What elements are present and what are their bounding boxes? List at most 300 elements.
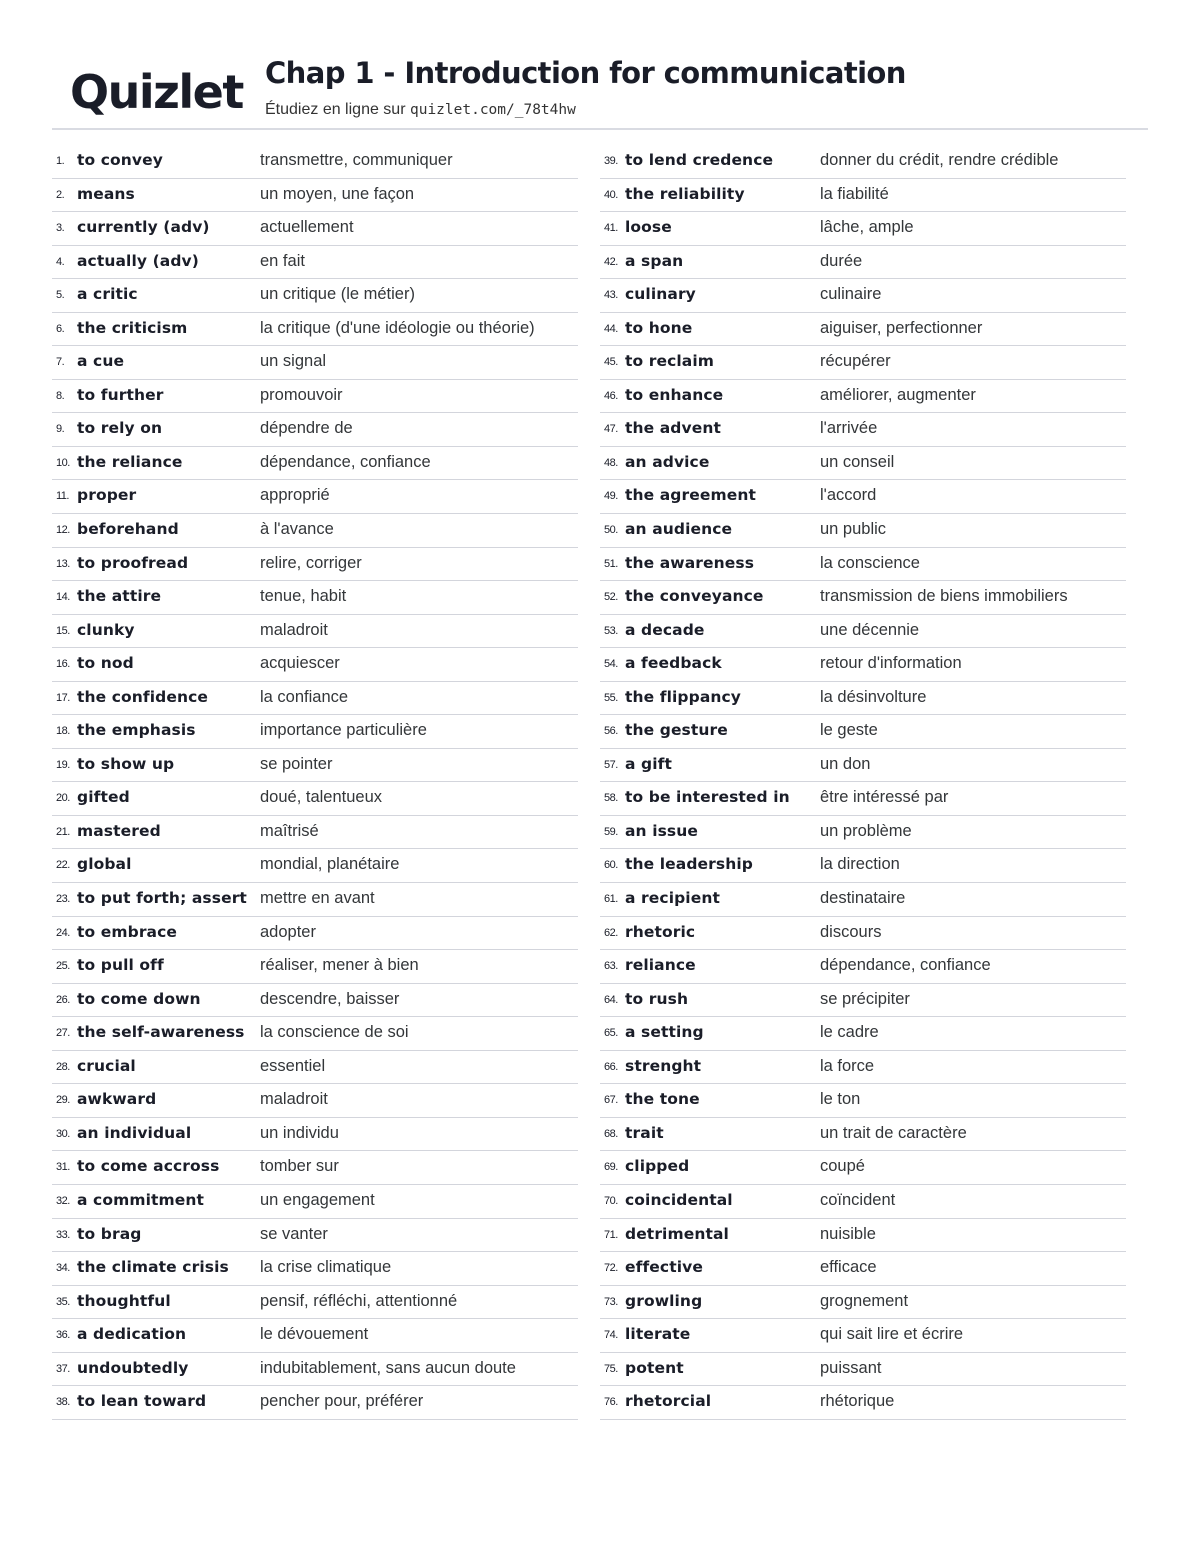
definition-text: discours [820,922,882,941]
term-row [600,346,1126,380]
term-text: the flippancy [625,687,741,706]
term-number: 22. [56,859,70,872]
term-row [52,514,578,548]
term-number: 73. [604,1295,618,1308]
term-row [52,480,578,514]
term-row [600,581,1126,615]
definition-text: tomber sur [260,1157,339,1176]
term-text: clunky [77,620,135,639]
quizlet-logo: Quizlet [70,65,243,119]
term-row [600,1151,1126,1185]
term-number: 9. [56,423,65,436]
term-number: 7. [56,356,65,369]
term-number: 56. [604,725,618,738]
term-number: 23. [56,893,70,906]
definition-text: la désinvolture [820,687,927,706]
term-number: 20. [56,792,70,805]
definition-text: rhétorique [820,1392,895,1411]
definition-text: à l'avance [260,520,334,539]
term-row [52,246,578,280]
definition-text: donner du crédit, rendre crédible [820,151,1059,169]
term-text: awkward [77,1090,157,1109]
term-text: to nod [77,654,134,673]
definition-text: la force [820,1056,875,1075]
term-text: a recipient [625,889,720,908]
definition-text: maladroit [260,1090,328,1109]
term-text: to brag [77,1224,142,1243]
subtitle-prefix: Étudiez en ligne sur [265,101,410,118]
term-row [52,279,578,313]
term-number: 49. [604,490,618,503]
term-number: 34. [56,1262,70,1275]
term-text: coincidental [625,1190,733,1209]
term-number: 27. [56,1027,70,1040]
term-text: literate [625,1325,691,1344]
term-number: 69. [604,1161,618,1174]
term-row [600,816,1126,850]
term-row [600,883,1126,917]
term-number: 40. [604,188,618,201]
term-number: 1. [56,155,65,167]
term-row [52,648,578,682]
term-text: proper [77,486,137,505]
term-text: to rush [625,989,689,1008]
definition-text: se pointer [260,754,333,773]
term-text: the agreement [625,486,756,505]
term-number: 67. [604,1094,618,1107]
term-row [52,413,578,447]
definition-text: un signal [260,352,327,371]
term-text: effective [625,1258,703,1277]
term-row [600,447,1126,481]
term-number: 53. [604,624,618,637]
term-number: 47. [604,423,618,436]
term-row [600,313,1126,347]
term-text: to convey [77,151,163,169]
term-number: 26. [56,993,70,1006]
definition-text: un public [820,520,887,539]
term-text: culinary [625,285,696,304]
term-number: 2. [56,188,65,201]
term-text: clipped [625,1157,690,1176]
term-row [600,615,1126,649]
definition-text: une décennie [820,620,920,639]
term-number: 19. [56,758,70,771]
term-text: a dedication [77,1325,187,1344]
definition-text: destinataire [820,889,906,908]
definition-text: un individu [260,1123,339,1142]
term-row [600,380,1126,414]
term-text: to come down [77,989,201,1008]
term-text: detrimental [625,1224,729,1243]
term-number: 65. [604,1027,618,1040]
term-row [52,1017,578,1051]
term-row [52,816,578,850]
term-row [52,715,578,749]
term-row [52,1353,578,1387]
term-number: 15. [56,624,70,637]
term-number: 12. [56,524,70,537]
page-title: Chap 1 - Introduction for communication [265,56,906,90]
term-number: 70. [604,1194,618,1207]
term-text: the attire [77,587,162,606]
term-text: an advice [625,452,710,471]
definition-text: se précipiter [820,989,910,1008]
term-row [600,1185,1126,1219]
definition-text: tenue, habit [260,587,347,606]
term-row [600,950,1126,984]
definition-text: lâche, ample [820,218,914,237]
term-text: to lend credence [625,151,774,169]
term-number: 37. [56,1362,70,1375]
definition-text: réaliser, mener à bien [260,956,419,975]
term-row [600,1118,1126,1152]
term-text: to hone [625,318,693,337]
term-row [52,447,578,481]
term-text: a commitment [77,1190,205,1209]
definition-text: nuisible [820,1224,876,1243]
definition-text: la direction [820,855,900,874]
term-text: the emphasis [77,721,196,740]
term-text: rhetoric [625,922,696,941]
term-number: 4. [56,255,65,268]
term-row [52,1386,578,1420]
definition-text: l'accord [820,486,877,505]
term-row [52,950,578,984]
definition-text: la conscience [820,553,920,572]
definition-text: transmettre, communiquer [260,151,453,169]
term-number: 55. [604,691,618,704]
definition-text: dépendance, confiance [260,452,431,471]
term-number: 62. [604,926,618,939]
definition-text: la crise climatique [260,1258,392,1277]
term-number: 45. [604,356,618,369]
term-number: 30. [56,1127,70,1140]
term-text: the conveyance [625,587,764,606]
term-text: strenght [625,1056,702,1075]
term-text: to further [77,385,164,404]
term-number: 42. [604,255,618,268]
definition-text: le geste [820,721,878,740]
term-row [52,615,578,649]
definition-text: aiguiser, perfectionner [820,318,983,337]
term-text: an individual [77,1123,192,1142]
term-text: to be interested in [625,788,790,807]
term-text: the leadership [625,855,753,874]
term-number: 5. [56,289,65,302]
term-text: to show up [77,754,175,773]
term-row [600,917,1126,951]
definition-text: transmission de biens immobiliers [820,587,1068,606]
definition-text: la confiance [260,687,349,706]
term-row [600,1353,1126,1387]
term-row [52,917,578,951]
term-text: growling [625,1291,703,1310]
term-row [52,380,578,414]
term-row [52,984,578,1018]
definition-text: essentiel [260,1056,326,1075]
definition-text: récupérer [820,352,891,371]
definition-text: en fait [260,251,305,270]
term-row [600,1386,1126,1420]
term-number: 24. [56,926,70,939]
term-row [600,648,1126,682]
term-row [52,682,578,716]
term-number: 59. [604,825,618,838]
term-row [52,1219,578,1253]
term-number: 38. [56,1396,70,1409]
term-number: 31. [56,1161,70,1174]
term-row [600,212,1126,246]
term-row [600,1286,1126,1320]
term-row [52,313,578,347]
term-number: 75. [604,1362,618,1375]
term-text: to lean toward [77,1392,207,1411]
term-row [600,849,1126,883]
term-number: 58. [604,792,618,805]
term-row [52,1051,578,1085]
definition-text: un problème [820,821,912,840]
term-text: a decade [625,620,705,639]
term-number: 44. [604,322,618,335]
term-text: to reclaim [625,352,715,371]
term-number: 41. [604,222,618,235]
definition-text: adopter [260,922,316,941]
definition-text: un moyen, une façon [260,184,415,203]
term-text: the criticism [77,318,188,337]
definition-text: descendre, baisser [260,989,400,1008]
term-text: gifted [77,788,130,807]
term-text: thoughtful [77,1291,171,1310]
term-list-left [52,145,578,1420]
definition-text: acquiescer [260,654,340,673]
term-number: 8. [56,389,65,402]
definition-text: mettre en avant [260,889,375,908]
header-divider [52,128,1148,130]
term-text: a setting [625,1023,704,1042]
term-text: to proofread [77,553,189,572]
term-row [600,179,1126,213]
term-number: 35. [56,1295,70,1308]
term-number: 39. [604,155,618,167]
study-link[interactable]: quizlet.com/_78t4hw [409,102,576,118]
term-text: a feedback [625,654,722,673]
term-text: a gift [625,754,673,773]
definition-text: maladroit [260,620,328,639]
term-number: 32. [56,1194,70,1207]
term-number: 25. [56,960,70,973]
term-text: potent [625,1358,684,1377]
term-row [600,984,1126,1018]
definition-text: approprié [260,486,330,505]
definition-text: un critique (le métier) [260,285,415,304]
term-row [52,1185,578,1219]
term-number: 57. [604,758,618,771]
term-number: 66. [604,1060,618,1073]
term-number: 61. [604,893,618,906]
term-text: trait [625,1123,664,1142]
definition-text: se vanter [260,1224,328,1243]
term-text: to enhance [625,385,724,404]
term-number: 46. [604,389,618,402]
term-text: reliance [625,956,696,975]
term-text: the tone [625,1090,700,1109]
term-row [52,1151,578,1185]
term-row [600,782,1126,816]
term-row [600,548,1126,582]
term-number: 18. [56,725,70,738]
term-text: a span [625,251,684,270]
term-number: 48. [604,456,618,469]
definition-text: qui sait lire et écrire [820,1325,964,1344]
term-row [600,480,1126,514]
definition-text: doué, talentueux [260,788,383,807]
term-number: 74. [604,1329,618,1342]
term-number: 63. [604,960,618,973]
term-text: undoubtedly [77,1358,189,1377]
term-row [52,212,578,246]
term-text: to come accross [77,1157,220,1176]
term-row [52,1084,578,1118]
definition-text: durée [820,251,863,270]
term-text: the climate crisis [77,1258,229,1277]
page-subtitle [265,101,576,119]
definition-text: un don [820,754,871,773]
definition-text: dépendre de [260,419,353,438]
term-row [52,1252,578,1286]
term-row [52,581,578,615]
term-row [600,1017,1126,1051]
definition-text: un conseil [820,452,895,471]
term-text: a cue [77,352,125,371]
term-number: 14. [56,591,70,604]
term-text: means [77,184,135,203]
definition-text: un engagement [260,1190,375,1209]
term-text: to rely on [77,419,163,438]
definition-text: la critique (d'une idéologie ou théorie) [260,318,535,337]
definition-text: retour d'information [820,654,962,673]
term-row [600,413,1126,447]
term-number: 72. [604,1262,618,1275]
definition-text: relire, corriger [260,553,362,572]
term-row [600,1219,1126,1253]
term-number: 16. [56,658,70,671]
term-row [600,279,1126,313]
term-number: 60. [604,859,618,872]
term-number: 28. [56,1060,70,1073]
definition-text: grognement [820,1291,909,1310]
definition-text: dépendance, confiance [820,956,991,975]
term-text: a critic [77,285,138,304]
definition-text: la conscience de soi [260,1023,409,1042]
term-row [52,749,578,783]
term-row [52,782,578,816]
definition-text: puissant [820,1358,882,1377]
term-text: beforehand [77,520,179,539]
definition-text: actuellement [260,218,354,237]
term-number: 64. [604,993,618,1006]
term-text: the confidence [77,687,209,706]
definition-text: un trait de caractère [820,1123,967,1142]
term-row [600,715,1126,749]
term-number: 51. [604,557,618,570]
term-row [52,883,578,917]
definition-text: coïncident [820,1190,896,1209]
definition-text: pensif, réfléchi, attentionné [260,1291,458,1310]
definition-text: la fiabilité [820,184,889,203]
term-number: 3. [56,222,65,235]
term-text: global [77,855,132,874]
definition-text: efficace [820,1258,877,1277]
term-number: 13. [56,557,70,570]
term-row [600,749,1126,783]
definition-text: indubitablement, sans aucun doute [260,1358,516,1377]
term-number: 11. [56,490,69,503]
definition-text: maîtrisé [260,821,319,840]
term-row [600,1252,1126,1286]
term-row [52,346,578,380]
term-row [600,514,1126,548]
term-number: 52. [604,591,618,604]
term-row [600,682,1126,716]
term-row [52,145,578,179]
term-number: 21. [56,825,70,838]
term-number: 76. [604,1396,618,1409]
term-row [52,1118,578,1152]
term-number: 71. [604,1228,618,1241]
term-text: the advent [625,419,721,438]
term-number: 68. [604,1127,618,1140]
definition-text: culinaire [820,285,882,304]
term-row [52,1319,578,1353]
definition-text: le cadre [820,1023,879,1042]
term-text: actually (adv) [77,251,199,270]
term-number: 36. [56,1329,70,1342]
definition-text: être intéressé par [820,788,949,807]
term-row [52,179,578,213]
definition-text: promouvoir [260,385,343,404]
definition-text: améliorer, augmenter [820,385,976,404]
definition-text: le ton [820,1090,861,1109]
term-number: 43. [604,289,618,302]
term-text: an issue [625,821,699,840]
term-text: loose [625,218,672,237]
term-text: rhetorcial [625,1392,712,1411]
term-row [52,548,578,582]
definition-text: importance particulière [260,721,427,740]
term-number: 29. [56,1094,70,1107]
definition-text: mondial, planétaire [260,855,400,874]
term-text: the reliability [625,184,745,203]
term-row [600,1084,1126,1118]
term-text: to put forth; assert [77,889,247,908]
term-text: mastered [77,821,161,840]
term-text: to embrace [77,922,178,941]
term-number: 17. [56,691,70,704]
definition-text: coupé [820,1157,865,1176]
term-text: crucial [77,1056,136,1075]
term-number: 50. [604,524,618,537]
term-text: to pull off [77,956,164,975]
term-text: the reliance [77,452,183,471]
term-text: the awareness [625,553,755,572]
term-text: currently (adv) [77,218,210,237]
term-number: 54. [604,658,618,671]
term-list-right [600,145,1126,1420]
term-text: the self-awareness [77,1023,245,1042]
term-row [600,246,1126,280]
term-number: 33. [56,1228,70,1241]
